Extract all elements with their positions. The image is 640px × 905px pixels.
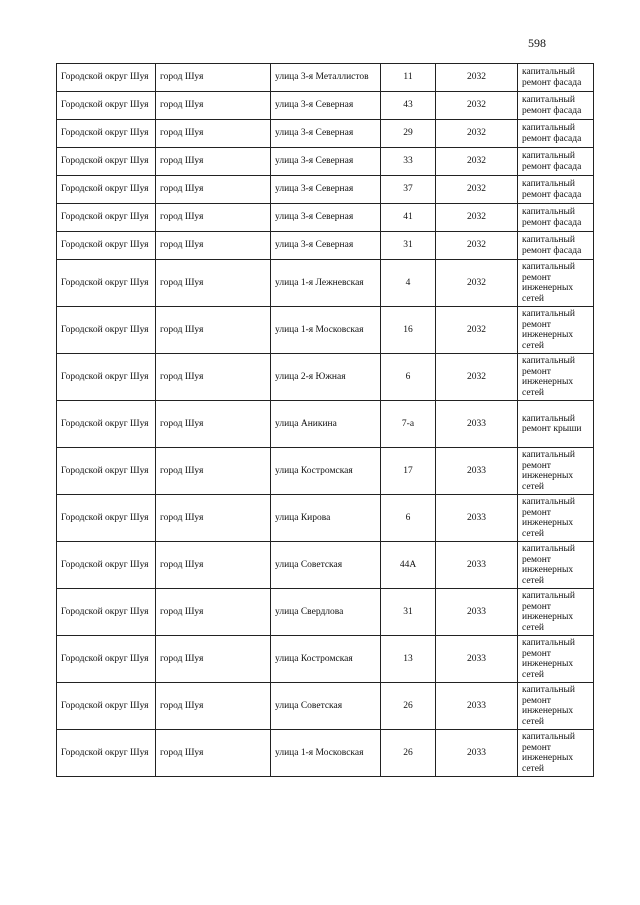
work-type-cell: капитальный ремонт фасада [518,120,594,148]
street-cell: улица Советская [271,542,381,589]
district-cell: Городской округ Шуя [57,730,156,777]
district-cell: Городской округ Шуя [57,542,156,589]
city-cell: город Шуя [156,448,271,495]
city-cell: город Шуя [156,92,271,120]
work-type-cell: капитальный ремонт фасада [518,204,594,232]
table-row [57,232,594,260]
year-cell: 2032 [436,204,518,232]
city-cell: город Шуя [156,354,271,401]
district-cell: Городской округ Шуя [57,495,156,542]
table-row [57,401,594,448]
city-cell: город Шуя [156,176,271,204]
year-cell: 2033 [436,589,518,636]
year-cell: 2032 [436,260,518,307]
year-cell: 2032 [436,120,518,148]
city-cell: город Шуя [156,204,271,232]
year-cell: 2033 [436,401,518,448]
city-cell: город Шуя [156,542,271,589]
work-type-cell: капитальный ремонт инженерных сетей [518,354,594,401]
district-cell: Городской округ Шуя [57,120,156,148]
city-cell: город Шуя [156,495,271,542]
year-cell: 2033 [436,636,518,683]
work-type-cell: капитальный ремонт инженерных сетей [518,307,594,354]
city-cell: город Шуя [156,683,271,730]
district-cell: Городской округ Шуя [57,354,156,401]
work-type-cell: капитальный ремонт инженерных сетей [518,448,594,495]
district-cell: Городской округ Шуя [57,232,156,260]
street-cell: улица 1-я Лежневская [271,260,381,307]
year-cell: 2033 [436,683,518,730]
house-number-cell: 17 [381,448,436,495]
work-type-cell: капитальный ремонт фасада [518,92,594,120]
district-cell: Городской округ Шуя [57,176,156,204]
house-number-cell: 33 [381,148,436,176]
street-cell: улица Аникина [271,401,381,448]
work-type-cell: капитальный ремонт фасада [518,232,594,260]
table-row [57,354,594,401]
street-cell: улица 3-я Северная [271,204,381,232]
city-cell: город Шуя [156,401,271,448]
work-type-cell: капитальный ремонт инженерных сетей [518,730,594,777]
house-number-cell: 6 [381,495,436,542]
house-number-cell: 7-а [381,401,436,448]
city-cell: город Шуя [156,260,271,307]
city-cell: город Шуя [156,148,271,176]
table-row [57,589,594,636]
year-cell: 2032 [436,92,518,120]
street-cell: улица 3-я Северная [271,92,381,120]
repair-schedule-table [56,63,594,777]
house-number-cell: 29 [381,120,436,148]
table-row [57,542,594,589]
house-number-cell: 26 [381,683,436,730]
district-cell: Городской округ Шуя [57,589,156,636]
work-type-cell: капитальный ремонт инженерных сетей [518,589,594,636]
district-cell: Городской округ Шуя [57,260,156,307]
table-row [57,176,594,204]
street-cell: улица Свердлова [271,589,381,636]
table-row [57,148,594,176]
street-cell: улица 3-я Северная [271,232,381,260]
year-cell: 2032 [436,148,518,176]
year-cell: 2032 [436,232,518,260]
house-number-cell: 11 [381,64,436,92]
table-row [57,683,594,730]
house-number-cell: 6 [381,354,436,401]
district-cell: Городской округ Шуя [57,448,156,495]
city-cell: город Шуя [156,730,271,777]
city-cell: город Шуя [156,120,271,148]
district-cell: Городской округ Шуя [57,636,156,683]
table-row [57,204,594,232]
work-type-cell: капитальный ремонт инженерных сетей [518,260,594,307]
street-cell: улица 2-я Южная [271,354,381,401]
table-row [57,636,594,683]
district-cell: Городской округ Шуя [57,148,156,176]
year-cell: 2032 [436,307,518,354]
district-cell: Городской округ Шуя [57,64,156,92]
work-type-cell: капитальный ремонт инженерных сетей [518,495,594,542]
street-cell: улица Советская [271,683,381,730]
street-cell: улица 1-я Московская [271,730,381,777]
table-row [57,495,594,542]
city-cell: город Шуя [156,307,271,354]
city-cell: город Шуя [156,636,271,683]
district-cell: Городской округ Шуя [57,683,156,730]
street-cell: улица 3-я Северная [271,120,381,148]
district-cell: Городской округ Шуя [57,307,156,354]
year-cell: 2033 [436,448,518,495]
house-number-cell: 31 [381,589,436,636]
street-cell: улица 3-я Северная [271,176,381,204]
street-cell: улица 1-я Московская [271,307,381,354]
house-number-cell: 41 [381,204,436,232]
work-type-cell: капитальный ремонт фасада [518,148,594,176]
table-row [57,120,594,148]
table-row [57,260,594,307]
year-cell: 2032 [436,176,518,204]
city-cell: город Шуя [156,589,271,636]
table-row [57,730,594,777]
year-cell: 2033 [436,730,518,777]
page-number: 598 [528,36,546,50]
house-number-cell: 31 [381,232,436,260]
work-type-cell: капитальный ремонт фасада [518,64,594,92]
house-number-cell: 16 [381,307,436,354]
year-cell: 2032 [436,64,518,92]
house-number-cell: 43 [381,92,436,120]
house-number-cell: 26 [381,730,436,777]
district-cell: Городской округ Шуя [57,204,156,232]
district-cell: Городской округ Шуя [57,401,156,448]
table-row [57,64,594,92]
house-number-cell: 13 [381,636,436,683]
table-row [57,448,594,495]
work-type-cell: капитальный ремонт инженерных сетей [518,636,594,683]
table-row [57,307,594,354]
work-type-cell: капитальный ремонт крыши [518,401,594,448]
year-cell: 2032 [436,354,518,401]
house-number-cell: 37 [381,176,436,204]
house-number-cell: 4 [381,260,436,307]
city-cell: город Шуя [156,232,271,260]
street-cell: улица Костромская [271,448,381,495]
work-type-cell: капитальный ремонт фасада [518,176,594,204]
street-cell: улица 3-я Северная [271,148,381,176]
work-type-cell: капитальный ремонт инженерных сетей [518,542,594,589]
street-cell: улица Кирова [271,495,381,542]
year-cell: 2033 [436,495,518,542]
work-type-cell: капитальный ремонт инженерных сетей [518,683,594,730]
year-cell: 2033 [436,542,518,589]
city-cell: город Шуя [156,64,271,92]
table-row [57,92,594,120]
house-number-cell: 44А [381,542,436,589]
street-cell: улица 3-я Металлистов [271,64,381,92]
district-cell: Городской округ Шуя [57,92,156,120]
street-cell: улица Костромская [271,636,381,683]
